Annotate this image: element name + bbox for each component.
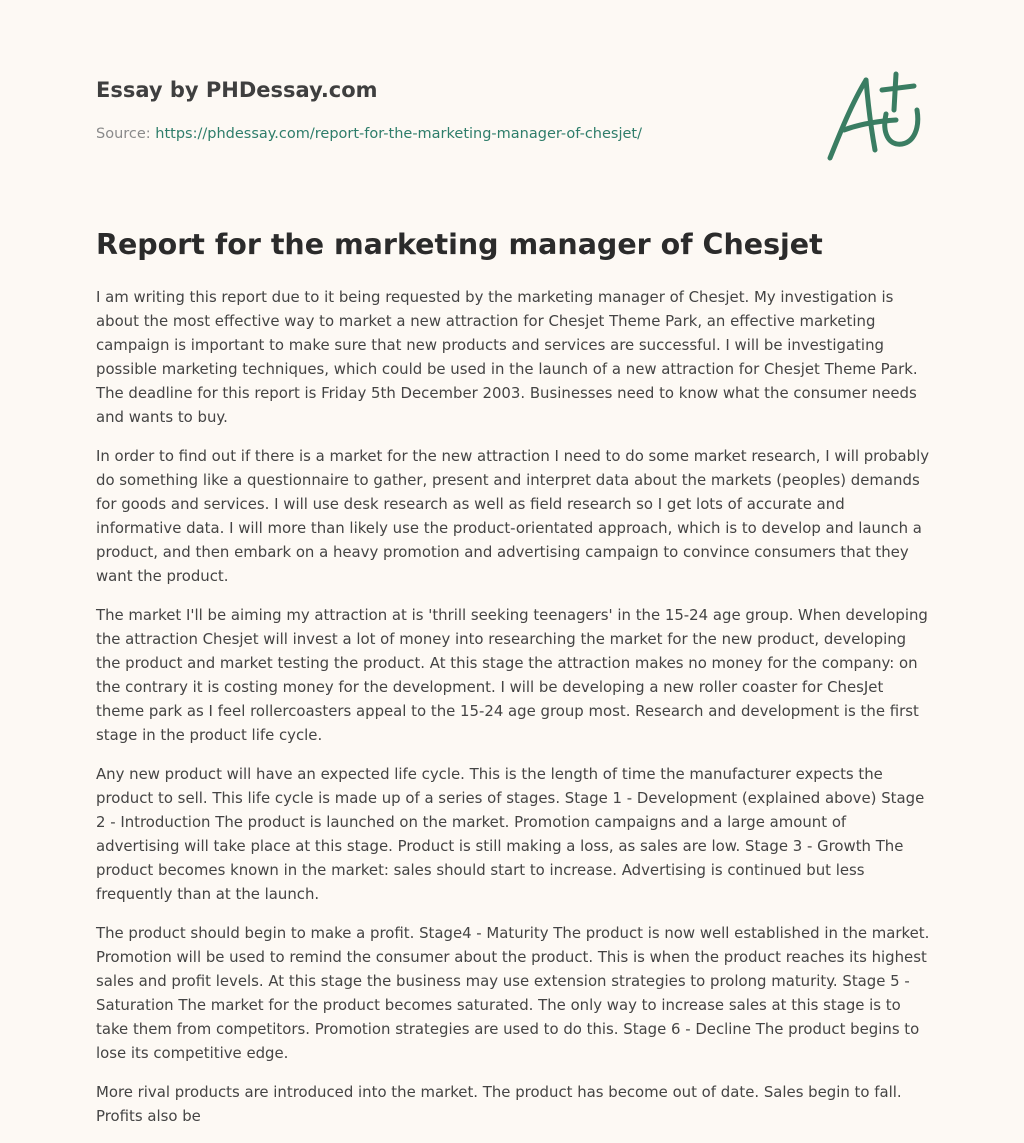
paragraph: I am writing this report due to it being requested by the marketing manager of Chesjet. My investigation is about the most effective way to market a new attraction for Chesjet Theme Park, an effective marketing campaign is important to make sure that new products and services are successful. I will be investigating possible marketing techniques, which could be used in the launch of a new attraction for Chesjet Theme Park. The deadline for this report is Friday 5th December 2003. Businesses need to know what the consumer needs and wants to buy.	[96, 288, 918, 426]
article-body	[96, 285, 932, 1143]
paragraph: More rival products are introduced into the market. The product has become out of date. Sales begin to fall. Profits also be	[96, 1083, 902, 1125]
page-header	[96, 76, 796, 144]
paragraph: The market I'll be aiming my attraction at is 'thrill seeking teenagers' in the 15-24 age group. When developing the attraction Chesjet will invest a lot of money into researching the market for the new product, developing the product and market testing the product. At this stage the attraction makes no money for the company: on the contrary it is costing money for the development. I will be developing a new roller coaster for ChesJet theme park as I feel rollercoasters appeal to the 15-24 age group most. Research and development is the first stage in the product life cycle.	[96, 606, 928, 744]
paragraph: In order to find out if there is a market for the new attraction I need to do some market research, I will probably do something like a questionnaire to gather, present and interpret data about the markets (peoples) demands for goods and services. I will use desk research as well as field research so I get lots of accurate and informative data. I will more than likely use the product-orientated approach, which is to develop and launch a product, and then embark on a heavy promotion and advertising campaign to convince consumers that they want the product.	[96, 447, 930, 585]
source-label: Source:	[96, 126, 151, 142]
source-line	[96, 124, 796, 144]
site-title: Essay by PHDessay.com	[96, 78, 378, 102]
paragraph: The product should begin to make a profit. Stage4 - Maturity The product is now well established in the market. Promotion will be used to remind the consumer about the product. This is when the product reaches its highest sales and profit levels. At this stage the business may use extension strategies to prolong maturity. Stage 5 - Saturation The market for the product becomes saturated. The only way to increase sales at this stage is to take them from competitors. Promotion strategies are used to do this. Stage 6 - Decline The product begins to lose its competitive edge.	[96, 924, 930, 1062]
article-title: Report for the marketing manager of Chesjet	[96, 228, 823, 261]
source-link[interactable]: https://phdessay.com/report-for-the-marketing-manager-of-chesjet/	[155, 126, 642, 142]
a-plus-grade-logo-icon	[822, 68, 932, 168]
paragraph: Any new product will have an expected life cycle. This is the length of time the manufacturer expects the product to sell. This life cycle is made up of a series of stages. Stage 1 - Development (explained above) Stage 2 - Introduction The product is launched on the market. Promotion campaigns and a large amount of advertising will take place at this stage. Product is still making a loss, as sales are low. Stage 3 - Growth The product becomes known in the market: sales should start to increase. Advertising is continued but less frequently than at the launch.	[96, 765, 925, 903]
